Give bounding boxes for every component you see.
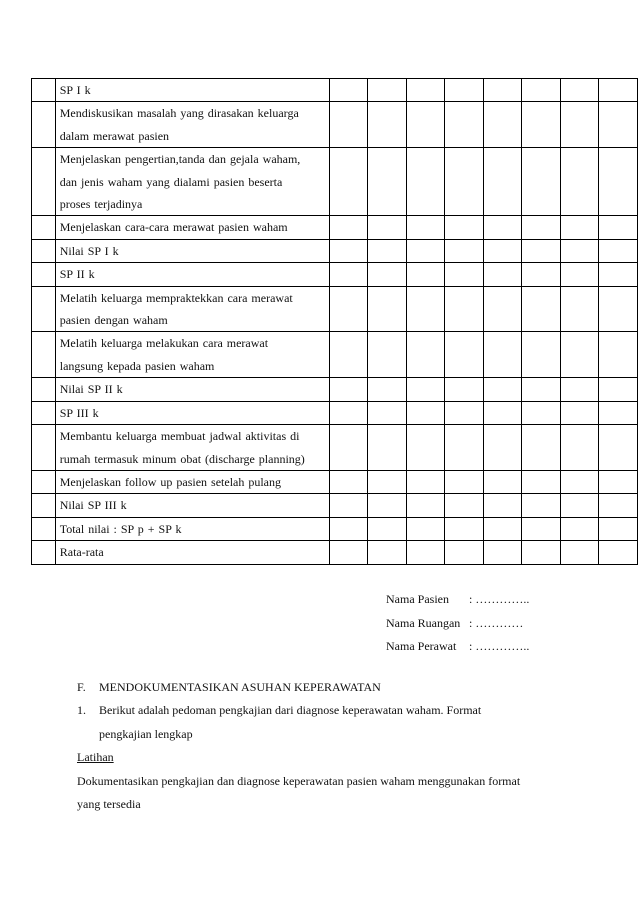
description-line: Nilai SP II k <box>59 382 123 397</box>
description-cell <box>55 494 329 517</box>
score-cell <box>560 286 599 332</box>
score-cell <box>560 79 599 102</box>
table-row <box>32 494 638 517</box>
score-cell <box>368 216 407 239</box>
nurse-name-row <box>386 635 529 659</box>
score-cell <box>329 286 368 332</box>
score-cell <box>406 470 445 493</box>
description-line: pasien dengan waham <box>59 313 168 328</box>
score-cell <box>406 286 445 332</box>
score-cell <box>599 263 638 286</box>
list-item-text-line2: pengkajian lengkap <box>99 726 193 741</box>
number-cell <box>32 239 56 262</box>
score-cell <box>522 102 561 148</box>
score-cell <box>368 263 407 286</box>
room-name-label: Nama Ruangan <box>386 615 461 630</box>
score-cell <box>368 148 407 216</box>
score-cell <box>329 494 368 517</box>
score-cell <box>329 102 368 148</box>
exercise-text-line2: yang tersedia <box>77 797 141 812</box>
score-cell <box>522 494 561 517</box>
description-cell <box>55 79 329 102</box>
table-row <box>32 102 638 148</box>
description-line: Melatih keluarga melakukan cara merawat <box>59 336 269 351</box>
table-row <box>32 148 638 216</box>
score-cell <box>406 263 445 286</box>
score-cell <box>406 425 445 471</box>
score-cell <box>560 102 599 148</box>
number-cell <box>32 425 56 471</box>
score-cell <box>368 332 407 378</box>
number-cell <box>32 517 56 540</box>
identity-block <box>386 588 529 659</box>
description-cell <box>55 286 329 332</box>
list-item <box>77 699 597 722</box>
table-row <box>32 378 638 401</box>
score-cell <box>522 332 561 378</box>
description-line: Nilai SP I k <box>59 243 119 258</box>
description-cell <box>55 148 329 216</box>
score-cell <box>406 148 445 216</box>
score-cell <box>445 79 484 102</box>
number-cell <box>32 378 56 401</box>
score-cell <box>406 401 445 424</box>
score-cell <box>445 378 484 401</box>
score-cell <box>445 239 484 262</box>
score-cell <box>329 79 368 102</box>
nurse-name-value: : ………….. <box>469 639 530 653</box>
description-cell <box>55 216 329 239</box>
score-cell <box>406 102 445 148</box>
room-name-row <box>386 612 529 636</box>
score-cell <box>560 517 599 540</box>
score-cell <box>445 332 484 378</box>
description-line: Total nilai : SP p + SP k <box>59 521 182 536</box>
score-cell <box>560 239 599 262</box>
score-cell <box>560 378 599 401</box>
score-cell <box>329 378 368 401</box>
patient-name-row <box>386 588 529 612</box>
description-line: Melatih keluarga mempraktekkan cara merawat <box>59 290 293 305</box>
score-cell <box>406 332 445 378</box>
nurse-name-label: Nama Perawat <box>386 639 457 653</box>
table-row <box>32 332 638 378</box>
score-cell <box>368 79 407 102</box>
score-cell <box>483 286 522 332</box>
score-cell <box>445 494 484 517</box>
description-line: dalam merawat pasien <box>59 128 170 143</box>
score-cell <box>329 239 368 262</box>
description-line: Mendiskusikan masalah yang dirasakan keluarga <box>59 106 299 121</box>
score-cell <box>445 517 484 540</box>
score-cell <box>560 263 599 286</box>
score-cell <box>599 378 638 401</box>
score-cell <box>406 239 445 262</box>
score-cell <box>406 517 445 540</box>
number-cell <box>32 401 56 424</box>
score-cell <box>368 470 407 493</box>
description-line: dan jenis waham yang dialami pasien beserta <box>59 174 283 189</box>
section-heading-letter: F. <box>77 680 86 694</box>
score-cell <box>329 541 368 564</box>
documentation-section <box>77 676 597 816</box>
score-cell <box>599 79 638 102</box>
score-cell <box>368 239 407 262</box>
score-cell <box>483 470 522 493</box>
description-line: proses terjadinya <box>59 197 143 212</box>
description-line: langsung kepada pasien waham <box>59 358 215 373</box>
score-cell <box>483 517 522 540</box>
score-cell <box>483 102 522 148</box>
score-cell <box>560 494 599 517</box>
score-cell <box>483 216 522 239</box>
score-cell <box>483 332 522 378</box>
score-cell <box>368 401 407 424</box>
score-cell <box>368 102 407 148</box>
score-cell <box>483 239 522 262</box>
description-cell <box>55 332 329 378</box>
description-line: SP II k <box>59 267 95 282</box>
score-cell <box>406 378 445 401</box>
score-cell <box>445 541 484 564</box>
table-row <box>32 470 638 493</box>
list-item-continuation <box>77 723 597 746</box>
evaluation-table <box>31 78 638 565</box>
score-cell <box>329 148 368 216</box>
number-cell <box>32 541 56 564</box>
score-cell <box>368 378 407 401</box>
table-row <box>32 541 638 564</box>
score-cell <box>599 239 638 262</box>
section-heading <box>77 676 597 699</box>
score-cell <box>445 425 484 471</box>
description-line: SP III k <box>59 405 99 420</box>
score-cell <box>406 216 445 239</box>
number-cell <box>32 216 56 239</box>
score-cell <box>560 425 599 471</box>
score-cell <box>329 425 368 471</box>
number-cell <box>32 470 56 493</box>
score-cell <box>483 494 522 517</box>
score-cell <box>599 425 638 471</box>
score-cell <box>560 216 599 239</box>
score-cell <box>483 79 522 102</box>
description-line: Menjelaskan cara-cara merawat pasien waham <box>59 220 288 235</box>
score-cell <box>329 517 368 540</box>
exercise-heading: Latihan <box>77 750 114 765</box>
score-cell <box>599 216 638 239</box>
description-line: SP I k <box>59 83 91 97</box>
description-line: Menjelaskan pengertian,tanda dan gejala waham, <box>59 152 301 167</box>
score-cell <box>522 378 561 401</box>
table-row <box>32 517 638 540</box>
score-cell <box>329 401 368 424</box>
list-item-number: 1. <box>77 703 86 718</box>
score-cell <box>599 286 638 332</box>
score-cell <box>560 470 599 493</box>
score-cell <box>329 263 368 286</box>
score-cell <box>522 286 561 332</box>
number-cell <box>32 102 56 148</box>
list-item-text-line1: Berikut adalah pedoman pengkajian dari diagnose keperawatan waham. Format <box>99 703 482 718</box>
description-cell <box>55 102 329 148</box>
description-cell <box>55 401 329 424</box>
score-cell <box>599 332 638 378</box>
score-cell <box>445 102 484 148</box>
score-cell <box>522 79 561 102</box>
score-cell <box>522 216 561 239</box>
score-cell <box>599 517 638 540</box>
score-cell <box>483 378 522 401</box>
table-row <box>32 401 638 424</box>
score-cell <box>560 332 599 378</box>
score-cell <box>329 470 368 493</box>
description-line: rumah termasuk minum obat (discharge planning) <box>59 451 305 466</box>
score-cell <box>483 401 522 424</box>
table-row <box>32 425 638 471</box>
score-cell <box>483 263 522 286</box>
description-line: Nilai SP III k <box>59 498 127 513</box>
score-cell <box>445 401 484 424</box>
description-cell <box>55 425 329 471</box>
number-cell <box>32 286 56 332</box>
room-name-value: : ………… <box>469 615 524 630</box>
table-row <box>32 239 638 262</box>
score-cell <box>522 425 561 471</box>
score-cell <box>522 517 561 540</box>
description-cell <box>55 263 329 286</box>
number-cell <box>32 332 56 378</box>
score-cell <box>406 79 445 102</box>
table-row <box>32 286 638 332</box>
score-cell <box>522 239 561 262</box>
score-cell <box>599 494 638 517</box>
score-cell <box>483 425 522 471</box>
score-cell <box>599 401 638 424</box>
score-cell <box>560 148 599 216</box>
section-heading-text: MENDOKUMENTASIKAN ASUHAN KEPERAWATAN <box>99 680 381 694</box>
score-cell <box>560 541 599 564</box>
score-cell <box>368 541 407 564</box>
table-row <box>32 216 638 239</box>
score-cell <box>522 541 561 564</box>
score-cell <box>522 263 561 286</box>
score-cell <box>522 470 561 493</box>
score-cell <box>445 263 484 286</box>
score-cell <box>445 148 484 216</box>
patient-name-label: Nama Pasien <box>386 592 449 606</box>
description-line: Membantu keluarga membuat jadwal aktivitas di <box>59 429 300 444</box>
score-cell <box>406 494 445 517</box>
table-row <box>32 263 638 286</box>
score-cell <box>483 148 522 216</box>
score-cell <box>445 216 484 239</box>
score-cell <box>368 425 407 471</box>
score-cell <box>329 332 368 378</box>
score-cell <box>483 541 522 564</box>
patient-name-value: : ………….. <box>469 592 530 606</box>
score-cell <box>445 286 484 332</box>
description-cell <box>55 470 329 493</box>
score-cell <box>406 541 445 564</box>
score-cell <box>329 216 368 239</box>
description-line: Menjelaskan follow up pasien setelah pulang <box>59 474 282 489</box>
score-cell <box>522 401 561 424</box>
score-cell <box>368 286 407 332</box>
description-cell <box>55 378 329 401</box>
description-cell <box>55 517 329 540</box>
score-cell <box>599 102 638 148</box>
score-cell <box>368 517 407 540</box>
table-row <box>32 79 638 102</box>
number-cell <box>32 494 56 517</box>
number-cell <box>32 263 56 286</box>
exercise-text-line1: Dokumentasikan pengkajian dan diagnose keperawatan pasien waham menggunakan format <box>77 773 521 788</box>
score-cell <box>560 401 599 424</box>
description-cell <box>55 541 329 564</box>
score-cell <box>522 148 561 216</box>
score-cell <box>445 470 484 493</box>
description-cell <box>55 239 329 262</box>
score-cell <box>599 470 638 493</box>
number-cell <box>32 148 56 216</box>
score-cell <box>599 148 638 216</box>
number-cell <box>32 79 56 102</box>
score-cell <box>368 494 407 517</box>
description-line: Rata-rata <box>59 545 104 560</box>
score-cell <box>599 541 638 564</box>
